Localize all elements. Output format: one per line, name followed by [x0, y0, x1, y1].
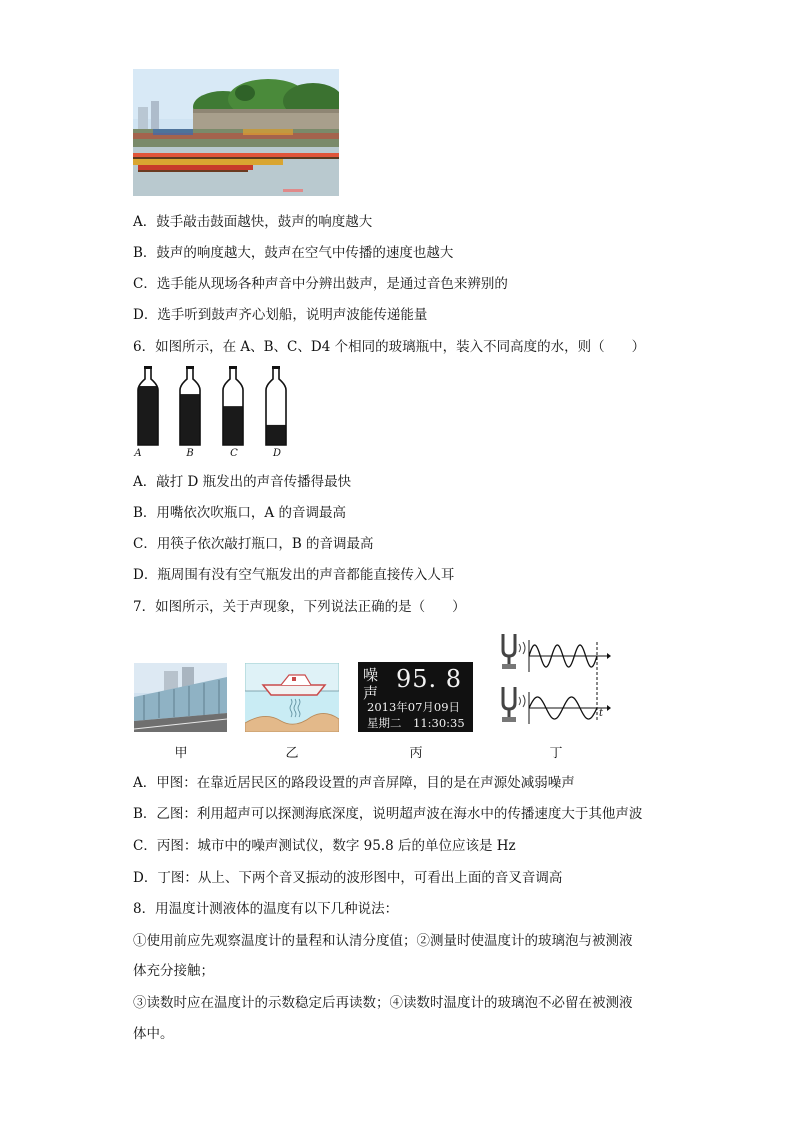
lower-tuning-fork	[502, 687, 525, 722]
noise-meter	[358, 662, 473, 732]
waveform-time-axis-label: t	[599, 708, 604, 719]
q6-option-b: B．用嘴依次吹瓶口，A 的音调最高	[133, 505, 346, 521]
q6-option-a: A．敲打 D 瓶发出的声音传播得最快	[133, 474, 352, 490]
q5-option-b: B．鼓声的响度越大，鼓声在空气中传播的速度也越大	[133, 245, 454, 261]
caption-ding: 丁	[549, 746, 563, 761]
q6-stem: 6．如图所示，在 A、B、C、D4 个相同的玻璃瓶中，装入不同高度的水，则（ ）	[133, 339, 646, 355]
bottle-label-c: C	[230, 448, 238, 459]
noise-meter-date: 2013年07月09日	[367, 700, 461, 714]
bottle-water-b	[180, 394, 200, 445]
bottle-water-d	[266, 425, 286, 445]
q7-option-c: C．丙图：城市中的噪声测试仪，数字 95.8 后的单位应该是 Hz	[133, 838, 516, 854]
bottle-water-a	[138, 386, 158, 445]
q6-option-c: C．用筷子依次敲打瓶口，B 的音调最高	[133, 536, 374, 552]
bottle-label-a: A	[134, 448, 142, 459]
q8-line-4: 体中。	[133, 1026, 174, 1042]
q8-line-1: ①使用前应先观察温度计的量程和认清分度值；②测量时使温度计的玻璃泡与被测液	[133, 933, 633, 949]
q8-line-3: ③读数时应在温度计的示数稳定后再读数；④读数时温度计的玻璃泡不必留在被测液	[133, 995, 633, 1011]
q7-option-b: B．乙图：利用超声可以探测海底深度，说明超声波在海水中的传播速度大于其他声波	[133, 806, 643, 822]
sound-barrier-photo	[134, 663, 227, 732]
noise-meter-label-top: 噪	[363, 666, 379, 684]
q7-stem: 7．如图所示，关于声现象，下列说法正确的是（ ）	[133, 599, 466, 615]
q7-option-a: A．甲图：在靠近居民区的路段设置的声音屏障，目的是在声源处减弱噪声	[133, 775, 575, 791]
caption-yi: 乙	[285, 746, 299, 761]
caption-jia: 甲	[174, 746, 188, 761]
q6-option-d: D．瓶周围有没有空气瓶发出的声音都能直接传入人耳	[133, 567, 455, 583]
bottle-label-d: D	[272, 448, 282, 459]
tuning-fork-waveforms	[499, 632, 611, 734]
q5-option-d: D．选手听到鼓声齐心划船，说明声波能传递能量	[133, 307, 428, 323]
q5-option-a: A．鼓手敲击鼓面越快，鼓声的响度越大	[133, 214, 373, 230]
bottle-b	[180, 366, 200, 445]
q5-option-c: C．选手能从现场各种声音中分辨出鼓声，是通过音色来辨别的	[133, 276, 508, 292]
q7-option-d: D．丁图：从上、下两个音叉振动的波形图中，可看出上面的音叉音调高	[133, 870, 563, 886]
noise-meter-time: 星期二 11:30:35	[367, 716, 465, 730]
bottle-d	[266, 366, 286, 445]
bottle-a	[138, 366, 158, 445]
bottle-c	[223, 366, 243, 445]
noise-meter-label-bottom: 声	[363, 684, 379, 702]
upper-wave-axes	[529, 640, 611, 672]
caption-bing: 丙	[409, 746, 423, 761]
upper-tuning-fork	[502, 634, 525, 669]
dragon-boat-photo	[133, 69, 339, 196]
ship-sonar-figure	[245, 663, 339, 732]
q8-stem: 8．用温度计测液体的温度有以下几种说法：	[133, 901, 399, 917]
bottle-label-b: B	[186, 448, 194, 459]
noise-meter-value: 95. 8	[396, 665, 463, 693]
q8-line-2: 体充分接触；	[133, 963, 214, 979]
bottle-water-c	[223, 406, 243, 445]
